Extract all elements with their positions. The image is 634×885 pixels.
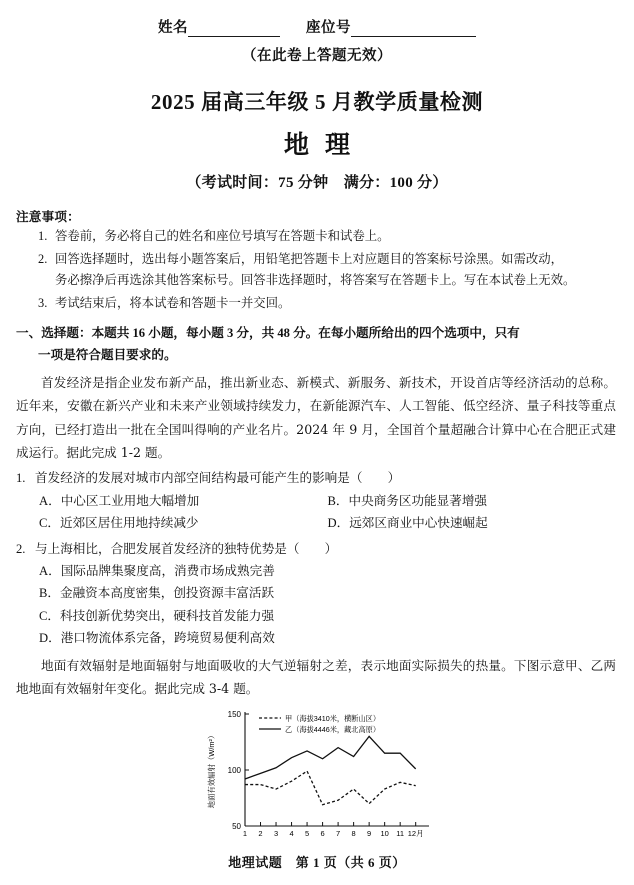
subject-title: 地理 xyxy=(283,132,366,159)
notice-item xyxy=(16,293,616,315)
notice-number: 3. xyxy=(38,296,48,311)
section-heading xyxy=(16,322,616,367)
notice-item xyxy=(16,226,616,248)
notice-text-line2: 务必擦净后再选涂其他答案标号。回答非选择题时，将答案写在答题卡上。写在本试卷上无效。 xyxy=(55,273,576,288)
x-tick-label: 10 xyxy=(380,829,389,839)
question-1-options-row-2 xyxy=(16,512,616,534)
question-2-option-a[interactable]: A．国际品牌集聚度高，消费市场成熟完善 xyxy=(39,563,275,578)
question-1-number: 1. xyxy=(16,471,26,486)
invalid-answer-note: （在此卷上答题无效） xyxy=(242,48,392,64)
notices-heading: 注意事项： xyxy=(16,210,80,224)
question-1-option-d[interactable]: D．远郊区商业中心快速崛起 xyxy=(327,516,488,531)
ground-effective-radiation-chart xyxy=(201,706,431,856)
question-1-stem: 首发经济的发展对城市内部空间结构最可能产生的影响是（ ） xyxy=(35,471,401,486)
x-tick-label: 7 xyxy=(336,829,341,839)
seat-field[interactable] xyxy=(306,16,476,37)
student-info-row xyxy=(0,0,634,37)
notice-number: 1. xyxy=(38,229,48,243)
x-tick-label: 12月 xyxy=(407,829,424,839)
name-label: 姓名 xyxy=(158,20,188,36)
chart-container xyxy=(16,706,616,856)
x-tick-label: 6 xyxy=(320,829,325,839)
x-tick-label: 11 xyxy=(396,829,405,839)
y-tick-label: 50 xyxy=(232,822,241,832)
x-tick-label: 1 xyxy=(242,829,248,839)
question-1-option-c[interactable]: C．近郊区居住用地持续减少 xyxy=(39,516,199,531)
section-heading-line1: 一、选择题：本题共 16 小题，每小题 3 分，共 48 分。在每小题所给出的四个选项中，只有 xyxy=(16,325,520,340)
question-1-option-a[interactable]: A．中心区工业用地大幅增加 xyxy=(39,493,200,508)
question-2-option-b[interactable]: B．金融资本高度密集，创投资源丰富活跃 xyxy=(39,586,275,601)
series-line-2 xyxy=(245,737,416,780)
series-line-1 xyxy=(245,771,416,805)
x-tick-label: 2 xyxy=(258,829,263,839)
page-title: 2025 届高三年级 5 月教学质量检测 xyxy=(150,90,484,114)
section-heading-line2: 一项是符合题目要求的。 xyxy=(38,348,177,363)
question-1 xyxy=(16,467,616,489)
passage-2: 地面有效辐射是地面辐射与地面吸收的大气逆辐射之差，表示地面实际损失的热量。下图示意甲、乙两地地面有效辐射年变化。据此完成 3-4 题。 xyxy=(16,657,616,696)
x-tick-label: 8 xyxy=(351,829,356,839)
x-tick-label: 4 xyxy=(289,829,294,839)
x-tick-label: 5 xyxy=(304,829,310,839)
question-1-options-row-1 xyxy=(16,490,616,512)
question-2-option-c[interactable]: C．科技创新优势突出，硬科技首发能力强 xyxy=(39,608,275,623)
notice-text xyxy=(55,249,616,292)
x-tick-label: 3 xyxy=(273,829,279,839)
notice-number: 2. xyxy=(38,251,48,266)
chart-series-lines xyxy=(245,737,416,805)
question-2-stem: 与上海相比，合肥发展首发经济的独特优势是（ ） xyxy=(35,541,338,556)
notice-text-line1: 回答选择题时，选出每小题答案后，用铅笔把答题卡上对应题目的答案标号涂黑。如需改动， xyxy=(55,251,564,266)
legend-label-1: 甲（海拔3410米，横断山区） xyxy=(285,714,381,724)
question-2-number: 2. xyxy=(16,541,26,556)
y-tick-label: 100 xyxy=(227,766,241,776)
name-blank[interactable] xyxy=(188,22,280,37)
exam-body xyxy=(0,206,634,856)
y-tick-label: 150 xyxy=(227,710,241,720)
question-1-option-b[interactable]: B．中央商务区功能显著增强 xyxy=(327,493,488,508)
legend-label-2: 乙（海拔4446米，藏北高原） xyxy=(285,725,381,735)
question-2 xyxy=(16,538,616,560)
x-tick-label: 9 xyxy=(367,829,372,839)
notice-text: 考试结束后，将本试卷和答题卡一并交回。 xyxy=(55,296,291,311)
passage-1: 首发经济是指企业发布新产品，推出新业态、新模式、新服务、新技术，开设首店等经济活动的总称。近年来，安徽在新兴产业和未来产业领域持续发力，在新能源汽车、人工智能、低空经济、量子科技等重点方向，已经打造出一批在全国叫得响的产业名片。2024 年 9 月，全国首个量超融合计算中心在合肥正式建成运行。据此完成 1-2 题。 xyxy=(16,375,616,461)
notice-item xyxy=(16,249,616,292)
notices-list xyxy=(16,226,616,315)
chart-y-axis-label xyxy=(207,732,216,809)
seat-label: 座位号 xyxy=(306,20,351,36)
y-axis-title: 地面有效辐射（W/m²） xyxy=(207,731,216,809)
notice-text: 答卷前，务必将自己的姓名和座位号填写在答题卡和试卷上。 xyxy=(55,229,390,243)
seat-blank[interactable] xyxy=(351,22,476,37)
page-footer: 地理试题 第 1 页（共 6 页） xyxy=(228,855,406,870)
question-2-option-d[interactable]: D．港口物流体系完备，跨境贸易便利高效 xyxy=(39,631,275,646)
exam-info: （考试时间：75 分钟 满分：100 分） xyxy=(186,175,448,191)
name-field[interactable] xyxy=(158,16,280,37)
chart-legend xyxy=(259,714,380,735)
